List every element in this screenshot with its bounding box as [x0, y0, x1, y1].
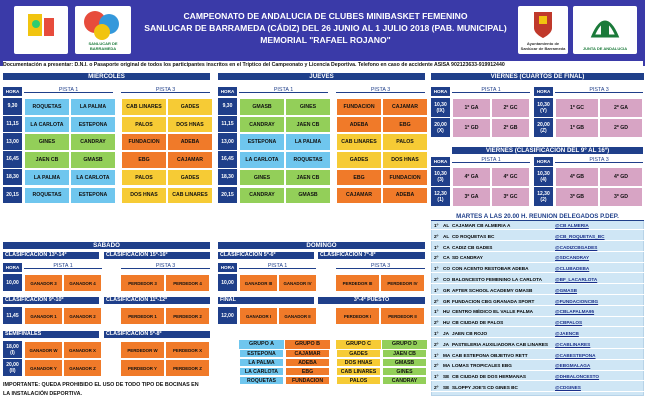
group-team: EBG — [285, 367, 330, 376]
day-header-miercoles: MIERCOLES — [3, 73, 210, 80]
match-team-local[interactable]: PERDEDOR 3 — [120, 274, 165, 292]
delegate-club: CAB ESTEPONA OBJETIVO RETT — [452, 352, 528, 358]
delegate-position: 2º — [434, 385, 439, 390]
header-banner — [0, 0, 645, 66]
match-team-local[interactable]: GADES — [336, 151, 382, 169]
delegate-club: BALONCESTO FEMENINO LA CARLOTA — [452, 277, 543, 282]
domingo-final: FINAL — [218, 297, 314, 304]
delegate-position: 1º — [434, 309, 439, 315]
time-cell: 18,00 (I) — [3, 341, 22, 358]
delegate-row — [431, 254, 644, 262]
match-team-visitor[interactable]: GMASB — [285, 187, 331, 205]
match-team-local[interactable]: LA CARLOTA — [24, 116, 70, 134]
delegate-row — [431, 298, 644, 306]
time-cell: 20,15 — [218, 187, 237, 204]
delegate-position: 1º — [434, 287, 439, 293]
match-team-local[interactable]: GMASB — [239, 98, 285, 116]
domingo-clasif-7-8: CLASIFICACION 7º-8º — [318, 252, 425, 259]
match-team-visitor[interactable]: GADES — [167, 169, 213, 187]
delegate-position: 1º — [434, 352, 439, 358]
delegate-province: CA — [443, 255, 450, 261]
match-team-visitor[interactable]: DOS HNAS — [167, 116, 213, 134]
delegate-handle-link[interactable]: @SDCANDRAY — [555, 255, 590, 261]
delegate-province: CO — [443, 266, 451, 272]
match-team-visitor[interactable]: CANDRAY — [70, 133, 116, 151]
hora-label: HORA — [218, 263, 237, 272]
delegate-row — [431, 244, 644, 252]
match-team-visitor[interactable]: PERDEDOR Z — [165, 359, 210, 377]
delegate-row — [431, 373, 644, 381]
delegate-province: SE — [443, 374, 450, 380]
match-team-local[interactable]: EBG — [121, 151, 167, 169]
delegate-province: AL — [443, 233, 450, 239]
time-cell: 11,15 — [3, 116, 22, 133]
group-team: CAJAMAR — [285, 349, 330, 358]
delegate-position: 2º — [434, 255, 439, 261]
time-cell: 10,30 (3) — [431, 167, 450, 186]
match-team-local[interactable]: 1º GA — [452, 98, 491, 118]
match-team-local[interactable]: GANADOR Y — [24, 359, 63, 377]
match-team-visitor[interactable]: PERDEDOR IV — [380, 274, 425, 292]
match-team-visitor[interactable]: GANADOR 2 — [63, 307, 102, 325]
match-team-visitor[interactable]: GADES — [167, 98, 213, 116]
pista1-label: PISTA 1 — [24, 263, 102, 269]
delegate-handle-link[interactable]: @CABLINARES — [555, 341, 591, 347]
hora-label: HORA — [534, 157, 553, 166]
documentation-note: Documentación a presentar: D.N.I. o Pasaporte original de todos los participantes inscritos en el Tríptico del Campeonato y Licencia Deportiva. Telefono en caso de accidente ASISA 902123633-919912440 — [3, 61, 643, 70]
delegate-position: 2º — [434, 298, 439, 304]
match-team-visitor[interactable]: PALOS — [382, 133, 428, 151]
delegate-province: HU — [443, 309, 450, 315]
delegate-handle-link[interactable]: @EBGMALAGA — [555, 363, 591, 369]
match-team-visitor[interactable]: 4º GC — [491, 167, 530, 187]
pista1-label: PISTA 1 — [239, 263, 316, 269]
time-cell: 20,00 (Z) — [534, 118, 553, 137]
match-team-visitor[interactable]: GANADOR X — [63, 341, 102, 359]
delegate-position: 1º — [434, 374, 439, 380]
delegate-row — [431, 362, 644, 370]
delegate-row — [431, 276, 644, 284]
delegate-row — [431, 319, 644, 327]
match-team-visitor[interactable]: 2º GA — [599, 98, 643, 118]
match-team-visitor[interactable]: GANADOR IV — [278, 274, 317, 292]
day-header-jueves: JUEVES — [218, 73, 425, 80]
match-team-visitor[interactable]: EBG — [382, 116, 428, 134]
match-team-visitor[interactable]: ESTEPONA — [70, 116, 116, 134]
group-team: CAB LINARES — [336, 367, 381, 376]
delegate-club: LOMAS TROPICALES EBG — [452, 363, 512, 369]
title-line-3: MEMORIAL "RAFAEL ROJANO" — [260, 35, 391, 45]
sabado-clasif-9-10: CLASIFICACION 9º-10º — [3, 297, 99, 304]
hora-label: HORA — [218, 87, 237, 96]
delegate-row — [431, 233, 644, 241]
match-team-visitor[interactable]: 2º GC — [491, 98, 530, 118]
match-team-local[interactable]: PERDEDOR 1 — [120, 307, 165, 325]
pista3-label: PISTA 3 — [121, 87, 210, 93]
match-team-visitor[interactable]: ADEBA — [167, 133, 213, 151]
sabado-clasif-11-12: CLASIFICACION 11º-12º — [104, 297, 210, 304]
sabado-semifinales: SEMIFINALES — [3, 331, 99, 338]
match-team-visitor[interactable]: 3º GC — [491, 187, 530, 207]
delegate-row — [431, 384, 644, 392]
match-team-local[interactable]: 1º GC — [555, 98, 599, 118]
time-cell: 10,30 (IX) — [431, 98, 450, 117]
pista1-label: PISTA 1 — [239, 87, 328, 93]
delegate-handle-link[interactable]: @CB_ROQUETAS_BC — [555, 233, 605, 239]
important-note: IMPORTANTE: QUEDA PROHIBIDO EL USO DE TODO TIPO DE BOCINAS EN LA INSTALACIÓN DEPORTIVA. — [3, 382, 199, 397]
match-team-visitor[interactable]: GMASB — [70, 151, 116, 169]
pista3-label: PISTA 3 — [555, 157, 643, 163]
junta-logo — [573, 6, 637, 54]
match-team-visitor[interactable]: ROQUETAS — [285, 151, 331, 169]
match-team-local[interactable]: GANADOR III — [239, 274, 278, 292]
match-team-local[interactable]: CANDRAY — [239, 116, 285, 134]
hora-label: HORA — [431, 157, 450, 166]
time-cell: 12,00 — [218, 307, 237, 324]
time-cell: 20,00 (X) — [431, 118, 450, 137]
match-team-local[interactable]: GANADOR 3 — [24, 274, 63, 292]
delegate-province: CA — [443, 244, 450, 250]
group-header: GRUPO A — [239, 340, 284, 349]
delegate-handle-link[interactable]: @CBLAPALMA95 — [555, 309, 595, 315]
match-team-visitor[interactable]: FUNDACION — [382, 169, 428, 187]
delegate-handle-link[interactable]: @CB ALMERIA — [555, 223, 589, 228]
match-team-local[interactable]: ROQUETAS — [24, 98, 70, 116]
hora-label: HORA — [3, 87, 22, 96]
delegate-club: PASTELERIA AUXILIADORA CAB LINARES — [452, 341, 549, 347]
time-cell: 16,45 — [3, 151, 22, 168]
sabado-clasif-13-14: CLASIFICACION 13º-14º — [3, 252, 99, 259]
group-team: LA PALMA — [239, 358, 284, 367]
match-team-visitor[interactable]: PERDEDOR X — [165, 341, 210, 359]
domingo-3-4-puesto: 3º-4º PUESTO — [318, 297, 425, 304]
match-team-visitor[interactable]: PERDEDOR II — [380, 307, 425, 325]
match-team-visitor[interactable]: LA PALMA — [70, 98, 116, 116]
delegate-row — [431, 287, 644, 295]
hora-label: HORA — [431, 87, 450, 96]
match-team-local[interactable]: 1º GD — [452, 118, 491, 138]
match-team-local[interactable]: JAEN CB — [24, 151, 70, 169]
delegate-club: CAJAMAR CB ALMERIA A — [452, 223, 511, 228]
match-team-local[interactable]: 1º GB — [555, 118, 599, 138]
match-team-local[interactable]: GANADOR I — [239, 307, 278, 325]
match-team-local[interactable]: 4º GB — [555, 167, 599, 187]
time-cell: 13,00 — [218, 133, 237, 150]
delegate-position: 2º — [434, 277, 439, 282]
sabado-clasif-15-16: CLASIFICACION 15º-16º — [104, 252, 210, 259]
group-header: GRUPO D — [382, 340, 427, 349]
delegate-province: MA — [443, 363, 451, 369]
delegate-club: SD CANDRAY — [452, 255, 483, 261]
domingo-clasif-5-6: CLASIFICACION 5º-6º — [218, 252, 314, 259]
match-team-visitor[interactable]: CAJAMAR — [382, 98, 428, 116]
delegate-province: JA — [443, 341, 449, 347]
time-cell: 18,30 — [3, 169, 22, 186]
delegate-position: 2º — [434, 363, 439, 369]
match-team-local[interactable]: 3º GB — [555, 187, 599, 207]
match-team-visitor[interactable]: ADEBA — [382, 187, 428, 205]
delegate-club: SLOPPY JOE'S CD GINES BC — [452, 385, 518, 390]
match-team-local[interactable]: 3º GA — [452, 187, 491, 207]
time-cell: 11,15 — [218, 116, 237, 133]
match-team-visitor[interactable]: 3º GD — [599, 187, 643, 207]
match-team-visitor[interactable]: GANADOR Z — [63, 359, 102, 377]
delegate-handle-link[interactable]: @CABESTEPONA — [555, 352, 596, 358]
delegate-row — [431, 330, 644, 338]
pista1-label: PISTA 1 — [452, 87, 530, 93]
delegate-club: CON ACENTO RESTOBAR ADEBA — [452, 266, 529, 272]
time-cell: 16,45 — [218, 151, 237, 168]
match-team-local[interactable]: PERDEDOR III — [335, 274, 380, 292]
match-team-local[interactable]: GINES — [239, 169, 285, 187]
delegate-position: 1º — [434, 266, 439, 272]
match-team-visitor[interactable]: JAEN CB — [285, 116, 331, 134]
delegate-handle-link[interactable]: @CDGINES — [555, 385, 581, 390]
pista1-label: PISTA 1 — [452, 157, 530, 163]
delegate-club: JAEN CB ROJO — [452, 331, 488, 336]
match-team-visitor[interactable]: 2º GB — [491, 118, 530, 138]
group-team: ADEBA — [285, 358, 330, 367]
time-cell: 10,30 (Y) — [534, 98, 553, 117]
match-team-visitor[interactable]: GANADOR 4 — [63, 274, 102, 292]
time-cell: 20,15 — [3, 187, 22, 204]
day-header-viernes-cuartos: VIERNES (CUARTOS DE FINAL) — [431, 73, 644, 80]
time-cell: 9,30 — [3, 98, 22, 115]
time-cell: 10,00 — [3, 274, 22, 291]
match-team-local[interactable]: CAB LINARES — [121, 98, 167, 116]
delegate-club: FUNDACION CBG GRANADA SPORT — [452, 298, 535, 304]
match-team-visitor[interactable]: LA PALMA — [285, 133, 331, 151]
delegate-club: AFTER SCHOOL ACADEMY GMASB — [452, 287, 533, 293]
match-team-local[interactable]: GANADOR 1 — [24, 307, 63, 325]
match-team-local[interactable]: CAJAMAR — [336, 187, 382, 205]
match-team-visitor[interactable]: GINES — [285, 98, 331, 116]
pista1-label: PISTA 1 — [24, 87, 113, 93]
delegate-club: CD ROQUETAS BC — [452, 233, 495, 239]
delegate-position: 1º — [434, 331, 439, 336]
match-team-local[interactable]: GANADOR W — [24, 341, 63, 359]
delegate-handle-link[interactable]: @BF_LACARLOTA — [555, 277, 598, 282]
delegate-province: CO — [443, 277, 451, 282]
match-team-visitor[interactable]: ESTEPONA — [70, 187, 116, 205]
delegate-row — [431, 222, 644, 230]
match-team-local[interactable]: 4º GA — [452, 167, 491, 187]
delegate-province: SE — [443, 385, 450, 390]
delegate-row — [431, 308, 644, 316]
group-team: LA CARLOTA — [239, 367, 284, 376]
delegate-position: 2º — [434, 341, 439, 347]
delegate-row — [431, 352, 644, 360]
time-cell: 13,00 — [3, 133, 22, 150]
group-header: GRUPO B — [285, 340, 330, 349]
sanlucar-logo — [75, 6, 131, 54]
junta-logo-text: JUNTA DE ANDALUCIA — [582, 46, 628, 51]
delegate-handle-link[interactable]: @CBPALOS — [555, 320, 583, 326]
time-cell: 18,30 — [218, 169, 237, 186]
time-cell: 12,30 (1) — [431, 187, 450, 206]
day-header-domingo: DOMINGO — [218, 242, 425, 249]
group-team: GINES — [382, 367, 427, 376]
match-team-local[interactable]: LA PALMA — [24, 169, 70, 187]
federation-logo — [14, 6, 68, 54]
pista3-label: PISTA 3 — [336, 87, 425, 93]
pista3-label: PISTA 3 — [121, 263, 210, 269]
title-line-2: SANLUCAR DE BARRAMEDA (CÁDIZ) DEL 26 JUNIO AL 1 JULIO 2018 (PAB. MUNICIPAL) — [144, 23, 507, 33]
delegate-position: 1º — [434, 223, 439, 228]
delegate-club: CB CIUDAD DE DOS HERMANAS — [452, 374, 526, 380]
delegate-club: CB CIUDAD DE PALOS — [452, 320, 504, 326]
delegate-handle-link[interactable]: @CLUBADEBA — [555, 266, 590, 272]
delegate-position: 1º — [434, 244, 439, 250]
group-header: GRUPO C — [336, 340, 381, 349]
match-team-local[interactable]: ROQUETAS — [24, 187, 70, 205]
time-cell: 20,00 (II) — [3, 359, 22, 376]
hora-label: HORA — [534, 87, 553, 96]
group-team: GMASB — [382, 358, 427, 367]
match-team-visitor[interactable]: DOS HNAS — [382, 151, 428, 169]
match-team-local[interactable]: EBG — [336, 169, 382, 187]
match-team-local[interactable]: PERDEDOR W — [120, 341, 165, 359]
match-team-local[interactable]: PERDEDOR I — [335, 307, 380, 325]
title-line-1: CAMPEONATO DE ANDALUCIA DE CLUBES MINIBASKET FEMENINO — [183, 11, 468, 21]
pista3-label: PISTA 3 — [336, 263, 425, 269]
group-team: PALOS — [336, 376, 381, 385]
match-team-local[interactable]: CANDRAY — [239, 187, 285, 205]
time-cell: 9,30 — [218, 98, 237, 115]
match-team-visitor[interactable]: PERDEDOR 2 — [165, 307, 210, 325]
match-team-local[interactable]: PERDEDOR Y — [120, 359, 165, 377]
delegate-handle-link[interactable]: @GMASB — [555, 287, 578, 293]
match-team-visitor[interactable]: GANADOR II — [278, 307, 317, 325]
match-team-local[interactable]: ADEBA — [336, 116, 382, 134]
delegate-province: MA — [443, 352, 451, 358]
match-team-visitor[interactable]: PERDEDOR 4 — [165, 274, 210, 292]
sanlucar-logo-text: SANLUCAR DE BARRAMEDA — [88, 41, 118, 51]
delegate-handle-link[interactable]: @JAENCB — [555, 331, 579, 336]
pista3-label: PISTA 3 — [555, 87, 643, 93]
delegate-handle-link[interactable]: @FUNDACIONCBG — [555, 298, 599, 304]
match-team-local[interactable]: GINES — [24, 133, 70, 151]
ayuntamiento-logo-text: Ayuntamiento de Sanlúcar de Barrameda — [520, 41, 566, 51]
match-team-local[interactable]: CAB LINARES — [336, 133, 382, 151]
hora-label: HORA — [3, 263, 22, 272]
delegate-club: CADIZ CB GADES — [452, 244, 493, 250]
group-team: JAEN CB — [382, 349, 427, 358]
match-team-visitor[interactable]: CAB LINARES — [167, 187, 213, 205]
delegate-handle-link[interactable]: @DHBALONCESTO — [555, 374, 600, 380]
match-team-visitor[interactable]: 4º GD — [599, 167, 643, 187]
time-cell: 11,45 — [3, 307, 22, 324]
match-team-local[interactable]: LA CARLOTA — [239, 151, 285, 169]
group-team: CANDRAY — [382, 376, 427, 385]
delegate-province: HU — [443, 320, 450, 326]
day-header-viernes-clasif: VIERNES (CLASIFICACION DEL 9º AL 16º) — [452, 147, 643, 154]
match-team-local[interactable]: ESTEPONA — [239, 133, 285, 151]
time-cell: 10,00 — [218, 274, 237, 291]
day-header-sabado: SABADO — [3, 242, 210, 249]
delegate-row — [431, 341, 644, 349]
ayuntamiento-logo — [518, 6, 568, 54]
group-team: ROQUETAS — [239, 376, 284, 385]
group-team: FUNDACION — [285, 376, 330, 385]
match-team-visitor[interactable]: CAJAMAR — [167, 151, 213, 169]
match-team-local[interactable]: PALOS — [121, 116, 167, 134]
delegate-position: 2º — [434, 233, 439, 239]
time-cell: 10,30 (4) — [534, 167, 553, 186]
time-cell: 12,30 (2) — [534, 187, 553, 206]
group-team: DOS HNAS — [336, 358, 381, 367]
match-team-local[interactable]: PALOS — [121, 169, 167, 187]
group-team: GADES — [336, 349, 381, 358]
delegate-club: CENTRO MÉDICO EL VALLE PALMA — [452, 309, 533, 315]
delegate-position: 2º — [434, 320, 439, 326]
match-team-visitor[interactable]: JAEN CB — [285, 169, 331, 187]
group-team: ESTEPONA — [239, 349, 284, 358]
match-team-local[interactable]: FUNDACION — [121, 133, 167, 151]
match-team-visitor[interactable]: LA CARLOTA — [70, 169, 116, 187]
delegate-row — [431, 265, 644, 273]
delegate-province: JA — [443, 331, 449, 336]
match-team-local[interactable]: FUNDACION — [336, 98, 382, 116]
match-team-visitor[interactable]: 2º GD — [599, 118, 643, 138]
delegate-province: GR — [443, 298, 451, 304]
sabado-clasif-5-8: CLASIFICACION 5º-8º — [104, 331, 210, 338]
delegate-province: GR — [443, 287, 451, 293]
delegate-province: AL — [443, 223, 450, 228]
match-team-local[interactable]: DOS HNAS — [121, 187, 167, 205]
delegates-title: MARTES A LAS 20.00 H. REUNION DELEGADOS P.DEP. — [431, 212, 644, 221]
delegate-handle-link[interactable]: @CADIZCBGADES — [555, 244, 598, 250]
